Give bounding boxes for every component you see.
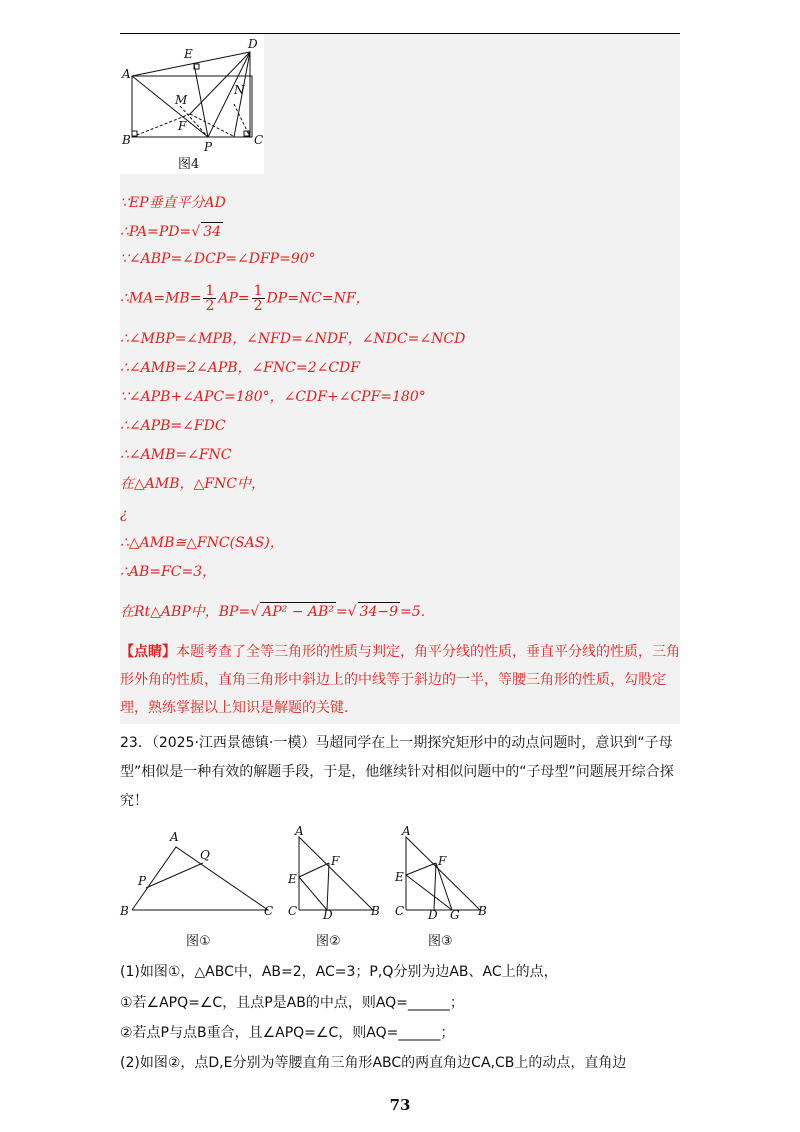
- label-b: B: [122, 133, 131, 147]
- figure-2-caption: 图②: [316, 934, 341, 949]
- question-23: [120, 729, 680, 816]
- svg-text:F: F: [331, 854, 340, 868]
- solution-line-14: 在Rt△ABP中，BP=√ AP² − AB² =√ 34−9 =5．: [120, 604, 435, 620]
- svg-text:C: C: [264, 904, 274, 918]
- label-p: P: [204, 140, 213, 154]
- svg-text:Q: Q: [200, 848, 210, 862]
- svg-text:D: D: [428, 908, 438, 920]
- svg-text:A: A: [170, 830, 179, 844]
- solution-line-7: ∵∠APB+∠APC=180°，∠CDF+∠CPF=180°: [120, 389, 426, 405]
- part-2: (2)如图②，点D,E分别为等腰直角三角形ABC的两直角边CA,CB上的动点，直角边: [120, 1055, 627, 1071]
- page-number: 73: [389, 1096, 411, 1114]
- svg-text:A: A: [295, 825, 304, 838]
- solution-line-11: ¿: [120, 506, 128, 522]
- question-source: （2025·江西景德镇·一模）: [151, 735, 316, 751]
- svg-text:E: E: [288, 872, 297, 886]
- note-label: 【点睛】: [120, 644, 176, 660]
- svg-text:B: B: [371, 904, 380, 918]
- question-text: 马超同学在上一期探究矩形中的动点问题时，意识到“子母型”相似是一种有效的解题手段，于是，他继续针对相似问题中的“子母型”问题展开综合探究！: [120, 735, 674, 809]
- key-point-note: [120, 638, 680, 722]
- label-c: C: [254, 133, 264, 147]
- svg-text:G: G: [450, 908, 460, 920]
- svg-text:P: P: [138, 874, 147, 888]
- figure-4-caption: 图4: [178, 157, 200, 172]
- solution-line-8: ∴∠APB=∠FDC: [120, 418, 226, 434]
- figure-3-caption: 图③: [428, 934, 453, 949]
- label-n: N: [234, 83, 245, 97]
- solution-line-9: ∴∠AMB=∠FNC: [120, 447, 232, 463]
- figure-3: [392, 825, 492, 920]
- label-d: D: [248, 37, 258, 51]
- figure-1-caption: 图①: [186, 934, 211, 949]
- note-text: 本题考查了全等三角形的性质与判定，角平分线的性质，垂直平分线的性质，三角形外角的性质，直角三角形中斜边上的中线等于斜边的一半，等腰三角形的性质，勾股定理，熟练掌握以上知识是解题的关键．: [120, 644, 680, 716]
- figure-2: [285, 825, 385, 920]
- label-e: E: [184, 47, 193, 61]
- solution-line-3: ∵∠ABP=∠DCP=∠DFP=90°: [120, 251, 316, 267]
- solution-line-4: ∴MA=MB= $\frac{1}{2}$ AP= $\frac{1}{2}$ DP=NC=NF，: [120, 283, 370, 314]
- solution-line-6: ∴∠AMB=2∠APB，∠FNC=2∠CDF: [120, 360, 360, 376]
- label-a: A: [122, 67, 131, 81]
- label-m: M: [175, 93, 188, 107]
- question-number: 23．: [120, 735, 152, 751]
- svg-text:B: B: [478, 904, 487, 918]
- fraction-half: $\frac{1}{2}$: [205, 283, 215, 314]
- solution-line-1: ∵EP垂直平分AD: [120, 195, 226, 211]
- solution-line-12: ∴△AMB≅△FNC(SAS)，: [120, 535, 284, 551]
- solution-line-13: ∴AB=FC=3，: [120, 564, 217, 580]
- fraction-half-2: $\frac{1}{2}$: [253, 283, 263, 314]
- part-1: (1)如图①，△ABC中，AB=2，AC=3；P,Q分别为边AB、AC上的点，: [120, 964, 558, 980]
- solution-line-10: 在△AMB，△FNC中，: [120, 476, 265, 492]
- label-f: F: [178, 119, 187, 133]
- part-1-a: ①若∠APQ=∠C，且点P是AB的中点，则AQ=______；: [120, 995, 464, 1011]
- svg-text:A: A: [402, 825, 411, 838]
- solution-line-5: ∴∠MBP=∠MPB，∠NFD=∠NDF，∠NDC=∠NCD: [120, 331, 466, 347]
- svg-text:C: C: [288, 904, 298, 918]
- part-1-b: ②若点P与点B重合，且∠APQ=∠C，则AQ=______；: [120, 1025, 455, 1041]
- svg-text:E: E: [395, 870, 404, 884]
- svg-text:C: C: [395, 904, 405, 918]
- figure-1: [118, 825, 288, 920]
- svg-text:B: B: [120, 904, 129, 918]
- solution-line-2: ∴PA=PD=√ 34: [120, 224, 222, 240]
- svg-text:F: F: [438, 854, 447, 868]
- svg-text:D: D: [323, 908, 333, 920]
